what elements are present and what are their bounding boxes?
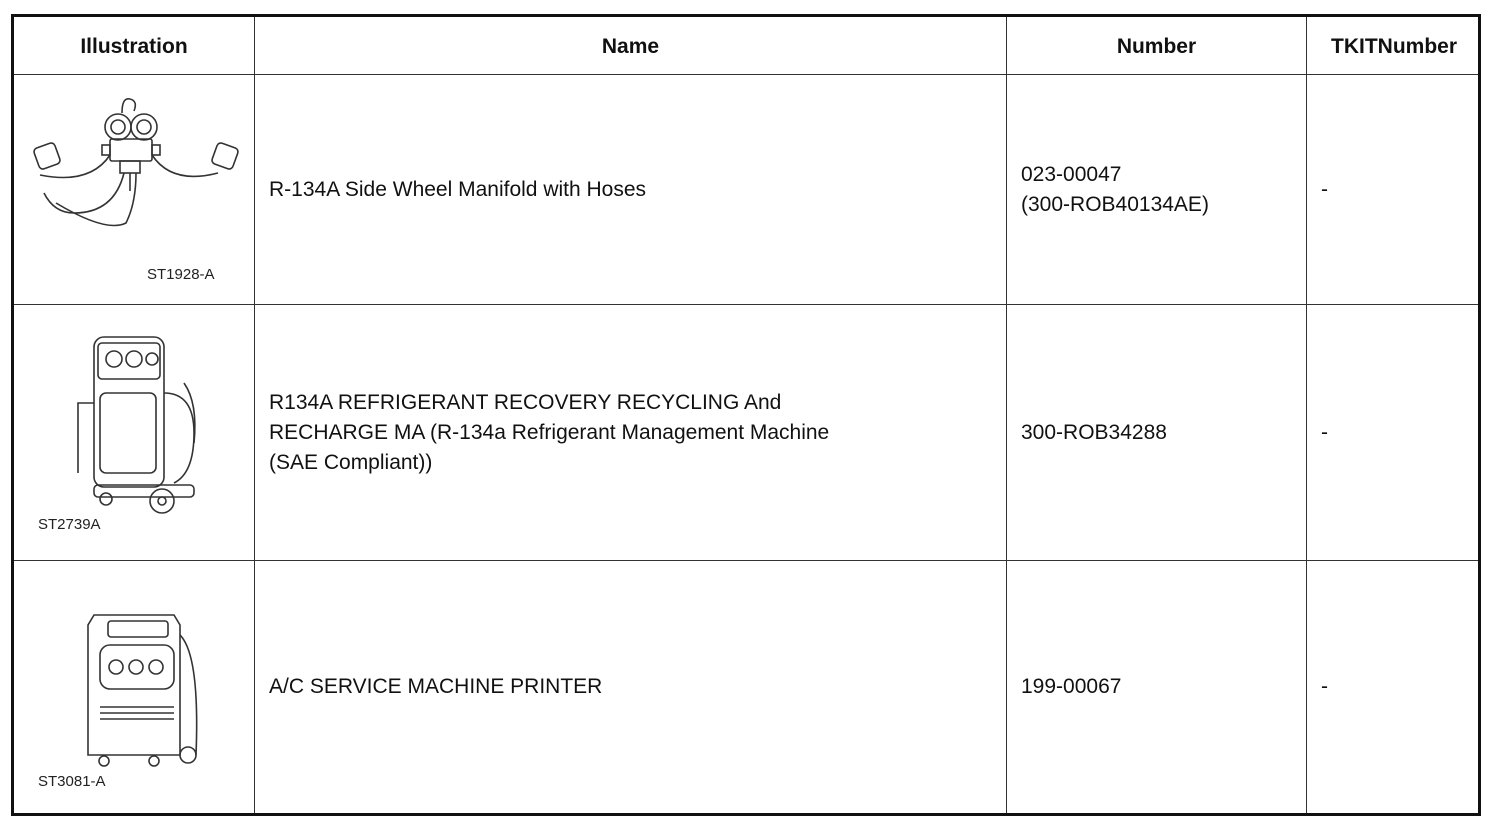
tool-number: 300-ROB34288	[1021, 420, 1167, 444]
tool-number: 023-00047 (300-ROB40134AE)	[1021, 162, 1209, 216]
illustration-code: ST3081-A	[38, 773, 106, 790]
tkit-number: -	[1321, 675, 1328, 698]
tool-name: R134A REFRIGERANT RECOVERY RECYCLING And RECHARGE MA (R-134a Refrigerant Management Machine (SAE Compliant))	[269, 390, 830, 474]
tkit-number: -	[1321, 177, 1328, 201]
tkit-number: -	[1321, 420, 1328, 444]
header-name: Name	[601, 35, 660, 58]
tool-name: A/C SERVICE MACHINE PRINTER	[269, 675, 603, 698]
header-tkit-number: TKITNumber	[1331, 35, 1457, 58]
header-number: Number	[1116, 35, 1197, 58]
illustration-code: ST2739A	[38, 516, 101, 533]
ac-service-machine-icon	[54, 595, 214, 775]
illustration-code: ST1928-A	[147, 266, 215, 283]
header-illustration: Illustration	[80, 35, 188, 58]
refrigerant-recovery-machine-icon	[34, 313, 234, 523]
special-tools-table	[11, 14, 1481, 816]
tool-name: R-134A Side Wheel Manifold with Hoses	[269, 177, 647, 201]
tool-number: 199-00067	[1021, 675, 1122, 698]
